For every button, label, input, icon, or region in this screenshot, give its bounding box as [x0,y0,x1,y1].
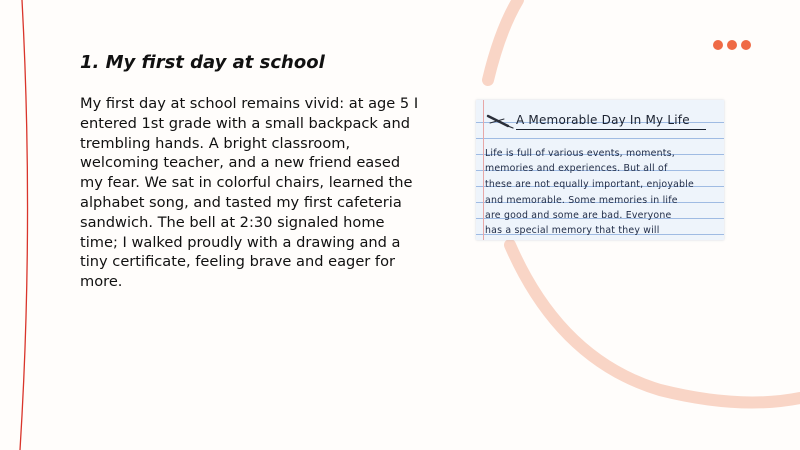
notebook-title-underline [516,129,706,130]
slide-title: 1. My first day at school [80,52,325,73]
notebook-line: Life is full of various events, moments, [485,148,675,159]
notebook-title: A Memorable Day In My Life [516,113,690,127]
three-dots-icon [713,40,751,50]
dot-icon [713,40,723,50]
notebook-margin-line [483,100,484,240]
notebook-line: are good and some are bad. Everyone [485,210,672,221]
notebook-line: and memorable. Some memories in life [485,195,678,206]
decor-curve-left [20,0,28,450]
dot-icon [741,40,751,50]
decor-arc-top [488,0,518,80]
slide-body-text: My first day at school remains vivid: at age 5 I entered 1st grade with a small backpack and trembling hands. A bright classroom, welcoming teacher, and a new friend eased my fear. We sat in colorful chairs, learned the alphabet song, and tasted my first cafeteria sandwich. The bell at 2:30 signaled home time; I walked proudly with a drawing and a tiny certificate, feeling brave and eager for more. [80,95,419,291]
dot-icon [727,40,737,50]
notebook-line: these are not equally important, enjoyable [485,179,694,190]
notebook-line: has a special memory that they will [485,225,660,236]
notebook-image [476,100,724,240]
notebook-line: memories and experiences. But all of [485,163,668,174]
decor-arc-bottom [510,245,800,403]
pen-icon [486,112,514,130]
